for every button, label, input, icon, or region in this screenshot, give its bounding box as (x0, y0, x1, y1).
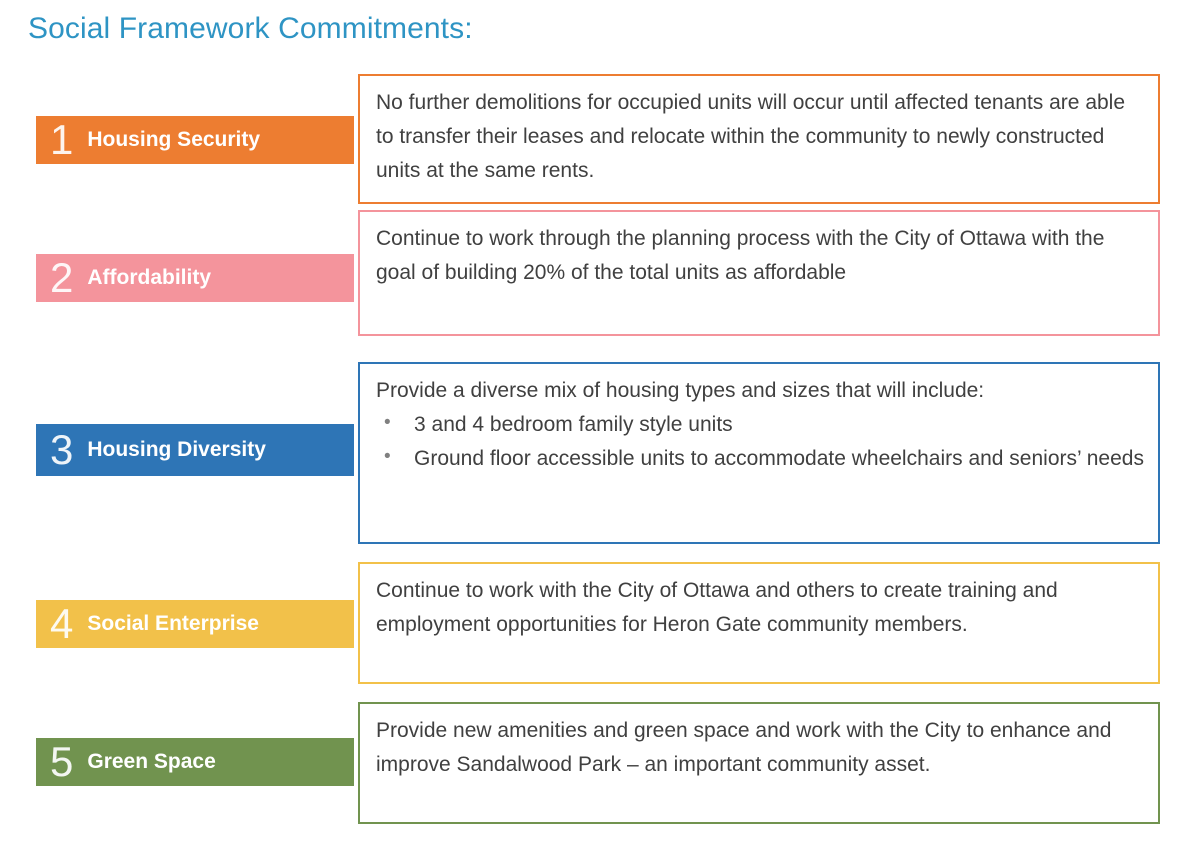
commitment-bullet-list (376, 408, 1144, 476)
commitment-bullet-item: • Ground floor accessible units to accommodate wheelchairs and seniors’ needs (376, 442, 1144, 476)
commitment-description-box (358, 562, 1160, 684)
commitment-description-text: Provide a diverse mix of housing types and sizes that will include: (376, 379, 985, 402)
commitment-label-bar[interactable] (36, 738, 354, 786)
commitment-description-box (358, 74, 1160, 204)
commitment-description-text: Continue to work with the City of Ottawa and others to create training and employment opportunities for Heron Gate community members. (376, 579, 1058, 637)
commitment-label-bar[interactable] (36, 600, 354, 648)
commitment-label-bar[interactable] (36, 254, 354, 302)
commitment-number: 4 (50, 600, 74, 647)
commitment-label-bar[interactable] (36, 116, 354, 164)
commitment-number: 2 (50, 254, 74, 301)
commitment-label: Social Enterprise (87, 612, 259, 635)
commitment-label-bar[interactable] (36, 424, 354, 476)
commitment-number: 1 (50, 116, 74, 163)
commitment-label: Affordability (87, 266, 212, 289)
commitment-bullet-item: • 3 and 4 bedroom family style units (376, 408, 1144, 442)
commitment-label: Green Space (87, 750, 216, 773)
commitment-description-text: No further demolitions for occupied units will occur until affected tenants are able to transfer their leases and relocate within the community to newly constructed units at the same rents. (376, 91, 1126, 183)
commitment-label: Housing Diversity (87, 438, 266, 461)
commitment-number: 5 (50, 738, 74, 785)
commitment-description-text: Provide new amenities and green space and work with the City to enhance and improve Sandalwood Park – an important community asset. (376, 719, 1112, 777)
commitment-description-box (358, 702, 1160, 824)
commitment-description-text: Continue to work through the planning process with the City of Ottawa with the goal of building 20% of the total units as affordable (376, 227, 1105, 285)
commitment-description-box (358, 362, 1160, 544)
commitment-label: Housing Security (87, 128, 261, 151)
page-title: Social Framework Commitments: (28, 12, 473, 45)
commitment-description-box (358, 210, 1160, 336)
commitment-number: 3 (50, 426, 74, 473)
